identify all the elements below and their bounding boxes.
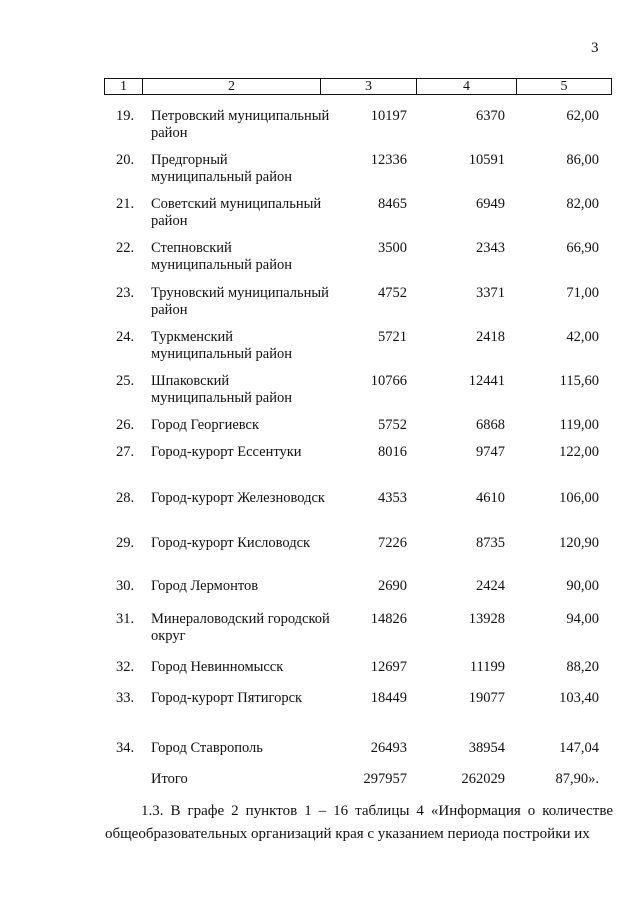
row-number: 20. bbox=[116, 152, 135, 168]
row-col4: 11199 bbox=[469, 659, 505, 675]
row-col4: 2418 bbox=[476, 329, 505, 345]
row-col4: 4610 bbox=[476, 490, 505, 506]
row-col5: 147,04 bbox=[559, 740, 599, 756]
row-name: Город-курорт Ессентуки bbox=[151, 444, 302, 460]
row-col3: 7226 bbox=[378, 535, 407, 551]
row-col4: 13928 bbox=[468, 611, 505, 627]
row-col4: 9747 bbox=[476, 444, 505, 460]
row-col3: 5721 bbox=[378, 329, 407, 345]
row-name: Итого bbox=[151, 771, 188, 787]
row-number: 22. bbox=[116, 240, 135, 256]
row-col4: 19077 bbox=[468, 690, 505, 706]
row-number: 26. bbox=[116, 417, 135, 433]
row-name: Степновский муниципальный район bbox=[151, 240, 292, 273]
row-col3: 4752 bbox=[378, 285, 407, 301]
row-number: 21. bbox=[116, 196, 135, 212]
row-col3: 12697 bbox=[370, 659, 407, 675]
column-header-5: 5 bbox=[560, 79, 568, 94]
row-col3: 14826 bbox=[370, 611, 407, 627]
row-number: 24. bbox=[116, 329, 135, 345]
row-col3: 10197 bbox=[370, 108, 407, 124]
row-col5: 86,00 bbox=[566, 152, 599, 168]
row-col4: 6868 bbox=[476, 417, 505, 433]
row-name: Шпаковский муниципальный район bbox=[151, 373, 292, 406]
row-name: Город Ставрополь bbox=[151, 740, 263, 756]
row-col5: 90,00 bbox=[566, 578, 599, 594]
row-col5: 120,90 bbox=[559, 535, 599, 551]
row-col4: 10591 bbox=[468, 152, 505, 168]
row-number: 23. bbox=[116, 285, 135, 301]
row-col5: 66,90 bbox=[566, 240, 599, 256]
row-col5: 87,90». bbox=[555, 771, 599, 787]
column-header-4: 4 bbox=[417, 79, 517, 94]
row-col3: 12336 bbox=[370, 152, 407, 168]
row-number: 33. bbox=[116, 690, 135, 706]
row-name: Минераловодский городской округ bbox=[151, 611, 330, 644]
row-col5: 88,20 bbox=[566, 659, 599, 675]
row-col4: 262029 bbox=[461, 771, 505, 787]
row-number: 30. bbox=[116, 578, 135, 594]
row-number: 27. bbox=[116, 444, 135, 460]
row-col5: 115,60 bbox=[559, 373, 599, 389]
row-col3: 4353 bbox=[378, 490, 407, 506]
row-col4: 6949 bbox=[476, 196, 505, 212]
row-col3: 8465 bbox=[378, 196, 407, 212]
row-name: Город-курорт Пятигорск bbox=[151, 690, 303, 706]
row-name: Город-курорт Железноводск bbox=[151, 490, 325, 506]
row-col3: 297957 bbox=[363, 771, 407, 787]
column-header-2: 2 bbox=[143, 79, 321, 94]
body-paragraph: 1.3. В графе 2 пунктов 1 – 16 таблицы 4 «Информация о количестве общеобразовательных организаций края с указанием периода постройки их bbox=[105, 803, 613, 842]
row-col5: 82,00 bbox=[566, 196, 599, 212]
row-col5: 106,00 bbox=[559, 490, 599, 506]
row-name: Город Георгиевск bbox=[151, 417, 260, 433]
row-col4: 2343 bbox=[476, 240, 505, 256]
row-number: 19. bbox=[116, 108, 135, 124]
row-col3: 10766 bbox=[370, 373, 407, 389]
row-number: 25. bbox=[116, 373, 135, 389]
row-col5: 71,00 bbox=[566, 285, 599, 301]
row-name: Предгорный муниципальный район bbox=[151, 152, 292, 185]
column-header-3: 3 bbox=[321, 79, 417, 94]
page-number: 3 bbox=[591, 40, 599, 56]
row-col5: 94,00 bbox=[566, 611, 599, 627]
row-col5: 42,00 bbox=[566, 329, 599, 345]
row-col4: 8735 bbox=[476, 535, 505, 551]
row-col5: 122,00 bbox=[559, 444, 599, 460]
row-number: 29. bbox=[116, 535, 135, 551]
row-number: 31. bbox=[116, 611, 135, 627]
row-number: 28. bbox=[116, 490, 135, 506]
row-col5: 119,00 bbox=[559, 417, 599, 433]
row-name: Город Лермонтов bbox=[151, 578, 259, 594]
table-header bbox=[104, 78, 612, 95]
row-number: 32. bbox=[116, 659, 135, 675]
row-col3: 3500 bbox=[378, 240, 407, 256]
row-col3: 18449 bbox=[370, 690, 407, 706]
row-col4: 12441 bbox=[468, 373, 505, 389]
row-col4: 38954 bbox=[468, 740, 505, 756]
row-name: Петровский муниципальный район bbox=[151, 108, 330, 141]
row-col4: 2424 bbox=[476, 578, 505, 594]
row-col3: 8016 bbox=[378, 444, 407, 460]
row-name: Город-курорт Кисловодск bbox=[151, 535, 311, 551]
row-name: Туркменский муниципальный район bbox=[151, 329, 292, 362]
row-col3: 2690 bbox=[378, 578, 407, 594]
row-col3: 5752 bbox=[378, 417, 407, 433]
row-col5: 103,40 bbox=[559, 690, 599, 706]
row-col4: 3371 bbox=[476, 285, 505, 301]
row-name: Советский муниципальный район bbox=[151, 196, 322, 229]
row-col4: 6370 bbox=[476, 108, 505, 124]
row-name: Город Невинномысск bbox=[151, 659, 284, 675]
row-col3: 26493 bbox=[370, 740, 407, 756]
row-col5: 62,00 bbox=[566, 108, 599, 124]
row-number: 34. bbox=[116, 740, 135, 756]
row-name: Труновский муниципальный район bbox=[151, 285, 329, 318]
column-header-1: 1 bbox=[105, 79, 143, 94]
